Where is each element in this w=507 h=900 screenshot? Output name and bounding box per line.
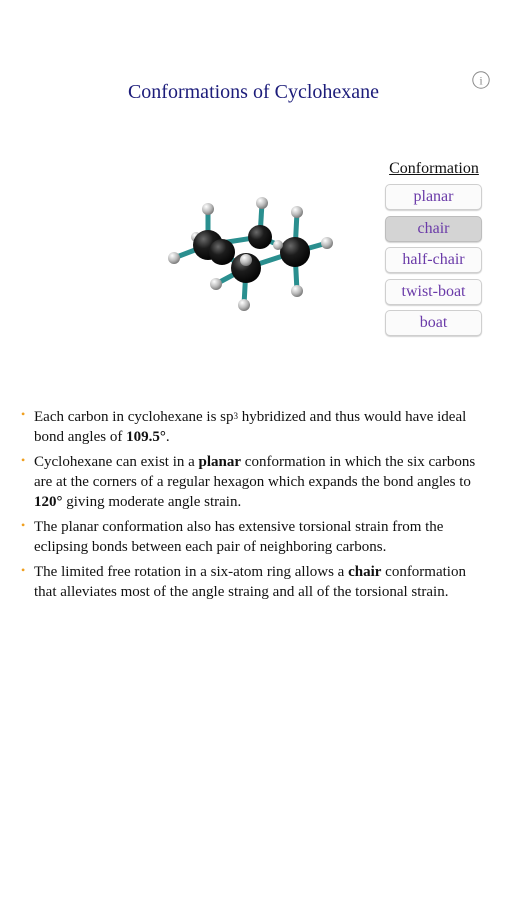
- planar-button[interactable]: planar: [385, 184, 482, 210]
- info-glyph: i: [479, 73, 483, 88]
- text: hybridized and thus would have ideal bond angles of: [34, 409, 467, 445]
- half-chair-button[interactable]: half-chair: [385, 247, 482, 273]
- list-item: [20, 562, 490, 602]
- bullet-dot: •: [21, 563, 26, 577]
- bullet-dot: •: [21, 407, 26, 421]
- page-title: Conformations of Cyclohexane: [127, 81, 380, 103]
- list-item: [20, 406, 490, 447]
- text: Each carbon in cyclohexane is sp: [34, 409, 234, 425]
- conformation-heading: Conformation: [389, 160, 479, 177]
- conformation-panel: [385, 160, 483, 342]
- chair-button[interactable]: chair: [385, 216, 482, 242]
- hydrogen-atom-inner: [273, 240, 283, 250]
- text: .: [165, 429, 170, 445]
- twist-boat-button[interactable]: twist-boat: [385, 279, 482, 305]
- text: conformation in which the six carbons are at the corners of a regular hexagon which expands the bond angles to: [34, 454, 476, 490]
- hydrogen-atom-front: [240, 254, 252, 266]
- cyclohexane-molecule-model[interactable]: [160, 190, 340, 315]
- superscript: 3: [233, 411, 239, 421]
- text: The planar conformation also has extensive torsional strain from the eclipsing bonds between each pair of neighboring carbons.: [34, 519, 444, 555]
- bold-value: 109.5°: [126, 429, 166, 445]
- explanation-list: [20, 406, 490, 607]
- text: The limited free rotation in a six-atom ring allows a: [34, 564, 349, 580]
- boat-button[interactable]: boat: [385, 310, 482, 336]
- list-item: [20, 452, 490, 512]
- bold-term: planar: [198, 454, 242, 470]
- text: conformation that alleviates most of the angle straing and all of the torsional strain.: [34, 564, 466, 600]
- text: giving moderate angle strain.: [62, 494, 242, 510]
- bullet-dot: •: [21, 453, 26, 467]
- bullet-dot: •: [21, 518, 26, 532]
- carbon-atom-left-front: [209, 239, 235, 265]
- text: Cyclohexane can exist in a: [34, 454, 199, 470]
- list-item: [20, 517, 490, 557]
- bold-value: 120°: [34, 494, 63, 510]
- bold-term: chair: [348, 564, 382, 580]
